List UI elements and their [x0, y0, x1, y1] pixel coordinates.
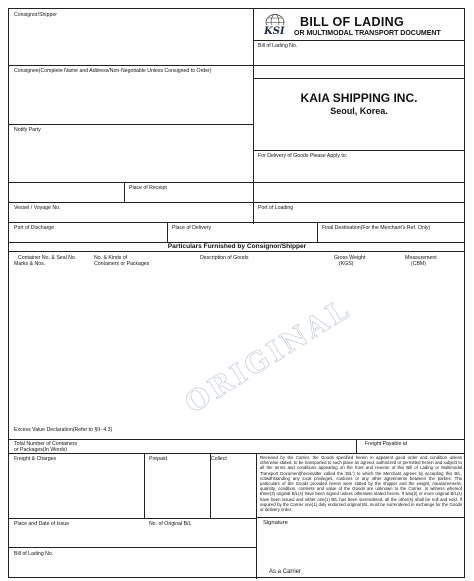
measurement-label: Measurement	[405, 255, 437, 261]
delivery-apply-field[interactable]	[254, 151, 464, 181]
freight-payable-field[interactable]	[357, 440, 464, 453]
pre-carriage-field[interactable]	[10, 183, 123, 201]
total-containers-field[interactable]	[10, 440, 355, 453]
no-kinds-label: No. & Kinds of	[94, 255, 128, 261]
total-containers-label-1: Total Number of Containers	[14, 441, 78, 447]
place-of-receipt-label: Place of Receipt	[129, 185, 167, 191]
vessel-voyage-field[interactable]	[10, 203, 252, 221]
ksi-logo	[261, 13, 289, 39]
place-of-receipt-field[interactable]	[125, 183, 252, 201]
vessel-voyage-label: Vessel / Voyage No.	[14, 205, 61, 211]
container-no-label: Container No. & Seal No.	[18, 255, 77, 261]
freight-charges-field[interactable]	[10, 454, 143, 517]
cbm-label: (CBM)	[411, 261, 426, 267]
no-original-bl-field[interactable]	[145, 519, 255, 547]
marks-nos-label: Marks & Nos.	[14, 261, 46, 267]
freight-charges-label: Freight & Charges	[14, 456, 57, 462]
freight-payable-label: Freight Payable at	[365, 441, 408, 447]
excess-value-label: Excess Value Declaration(Refer to §II- 4.3)	[14, 427, 113, 433]
kgs-label: (KGS)	[339, 261, 354, 267]
consignee-label: Consignee(Complete Name and Address/Non-Negotiable Unless Consigned to Order)	[14, 68, 212, 74]
no-original-bl-label: No. of Original B/L	[149, 521, 192, 527]
particulars-area[interactable]	[10, 252, 464, 438]
bl-number-field[interactable]	[254, 41, 464, 64]
bl-number-label: Bill of Lading No.	[258, 43, 298, 49]
collect-label: Collect	[211, 456, 227, 462]
port-of-discharge-field[interactable]	[10, 223, 166, 241]
collect-field[interactable]	[211, 454, 255, 517]
containers-packages-label: Containers or Packages	[94, 261, 150, 267]
final-destination-field[interactable]	[318, 223, 464, 241]
signature-label: Signature	[263, 520, 288, 526]
company-block	[254, 79, 464, 149]
particulars-header: Particulars Furnished by Consignor/Shipper	[167, 243, 307, 250]
place-of-delivery-label: Place of Delivery	[172, 225, 211, 231]
place-date-issue-field[interactable]	[10, 519, 143, 547]
notify-party-label: Notify Party	[14, 127, 41, 133]
signature-field[interactable]	[257, 518, 464, 578]
logo-text: KSI	[264, 26, 285, 37]
as-carrier-label: As a Carrier	[269, 569, 302, 575]
prepaid-label: Prepaid	[149, 456, 167, 462]
bill-of-lading-form	[8, 8, 465, 578]
bl-number-bottom-field[interactable]	[10, 548, 255, 578]
port-of-discharge-label: Port of Discharge	[14, 225, 55, 231]
final-destination-label: Final Destination(For the Merchant's Ref. Only)	[322, 225, 431, 231]
consignor-label: Consignor/Shipper	[14, 12, 57, 18]
place-date-issue-label: Place and Date of Issue	[14, 521, 70, 527]
notify-party-field[interactable]	[10, 125, 252, 181]
delivery-apply-label: For Delivery of Goods Please Apply to:	[258, 153, 348, 159]
company-city: Seoul, Korea.	[330, 106, 388, 116]
bl-number-bottom-label: Bill of Lading No.	[14, 551, 54, 557]
description-label: Description of Goods	[200, 255, 249, 261]
terms-clause: Received by the Carrier, the Goods specified herein in apparent good order and condition unless otherwise stated, to be transported to such place as agreed, authorized or permitted herein and subject to all the terms and conditions appearing on the front and reverse of this Bill of Lading or Multimodal Transport Document(hereinafter called the 'B/L') to which the Merchant agrees by accepting this B/L, notwithstanding any local privileges, customs or any other agreements between the parties. The particulars of the Goods provided herein were stated by the shipper and the weight, measurements, quantity, condition, contents and value of the Goods are unknown to the Carrier. In witness whereof three(3) original B/L(s) have been signed unless otherwise stated herein. If two(2) or more original B/L(s) have been issued and either one(1) B/L has been surrendered, all the other(s) shall be null and void. If required by the Carrier one(1) duly endorsed original B/L must be surrendered in exchange for the Goods or delivery order.	[260, 455, 462, 513]
total-containers-label-2: or Packages(In Words)	[14, 447, 67, 453]
port-of-loading-label: Port of Loading	[258, 205, 294, 211]
port-of-loading-field[interactable]	[254, 203, 464, 221]
document-subtitle: OR MULTIMODAL TRANSPORT DOCUMENT	[294, 30, 441, 37]
prepaid-field[interactable]	[145, 454, 209, 517]
gross-weight-label: Gross Weight	[334, 255, 366, 261]
consignor-field[interactable]	[10, 10, 252, 64]
company-name: KAIA SHIPPING INC.	[300, 91, 418, 105]
original-watermark: ORIGINAL	[179, 291, 357, 420]
document-title: BILL OF LADING	[300, 15, 404, 29]
place-of-delivery-field[interactable]	[168, 223, 316, 241]
consignee-field[interactable]	[10, 66, 252, 123]
